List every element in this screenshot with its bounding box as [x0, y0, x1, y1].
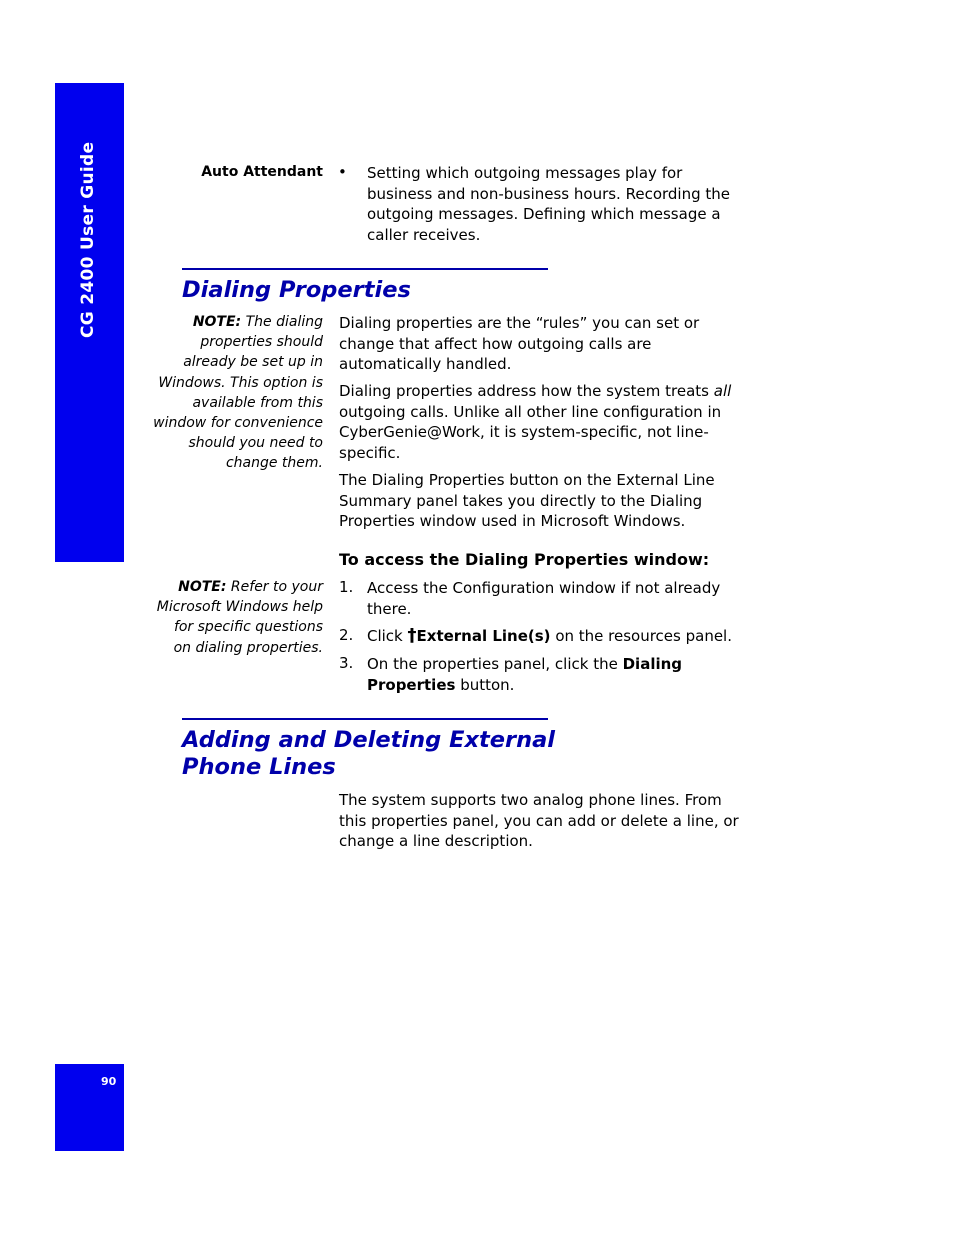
note-label: NOTE:: [178, 579, 227, 595]
step-2-text: Click †External Line(s) on the resources panel.: [367, 625, 732, 646]
section-rule: [182, 718, 548, 720]
dialing-note: NOTE: The dialing properties should already be set up in Windows. This option is available from this window for convenience should you need to change them.: [153, 314, 323, 472]
section-rule: [182, 268, 548, 270]
dialing-note-2: NOTE: Refer to your Microsoft Windows help for specific questions on dialing properties.: [156, 579, 323, 656]
note-label: NOTE:: [192, 314, 242, 330]
dialing-paragraph-1: Dialing properties are the “rules” you can set or change that affect how outgoing calls are automatically handled.: [339, 314, 700, 373]
page-number: 90: [101, 1075, 117, 1088]
step-number: 3.: [339, 654, 354, 672]
adding-paragraph: The system supports two analog phone lines. From this properties panel, you can add or delete a line, or change a line description.: [339, 791, 739, 850]
dialing-paragraph-3: The Dialing Properties button on the External Line Summary panel takes you directly to the Dialing Properties window used in Microsoft Windows.: [339, 471, 715, 530]
external-line-icon: †: [407, 625, 417, 646]
step-number: 1.: [339, 578, 354, 596]
adding-deleting-heading: Adding and Deleting External Phone Lines: [182, 727, 555, 780]
step-3-text: On the properties panel, click the Dialing Properties button.: [367, 655, 683, 694]
dialing-paragraph-2: Dialing properties address how the system treats all outgoing calls. Unlike all other line configuration in CyberGenie@Work, it is system-specific, not line- specific.: [339, 382, 732, 462]
step-number: 2.: [339, 626, 354, 644]
dialing-properties-heading: Dialing Properties: [182, 277, 411, 303]
auto-attendant-label: Auto Attendant: [201, 164, 323, 180]
procedure-heading: To access the Dialing Properties window:: [339, 550, 710, 569]
auto-attendant-description: Setting which outgoing messages play for business and non-business hours. Recording the outgoing messages. Defining which message a caller receives.: [367, 164, 730, 244]
bullet-icon: •: [338, 163, 347, 181]
guide-title: CG 2400 User Guide: [78, 141, 98, 338]
step-1-text: Access the Configuration window if not already there.: [367, 579, 721, 618]
